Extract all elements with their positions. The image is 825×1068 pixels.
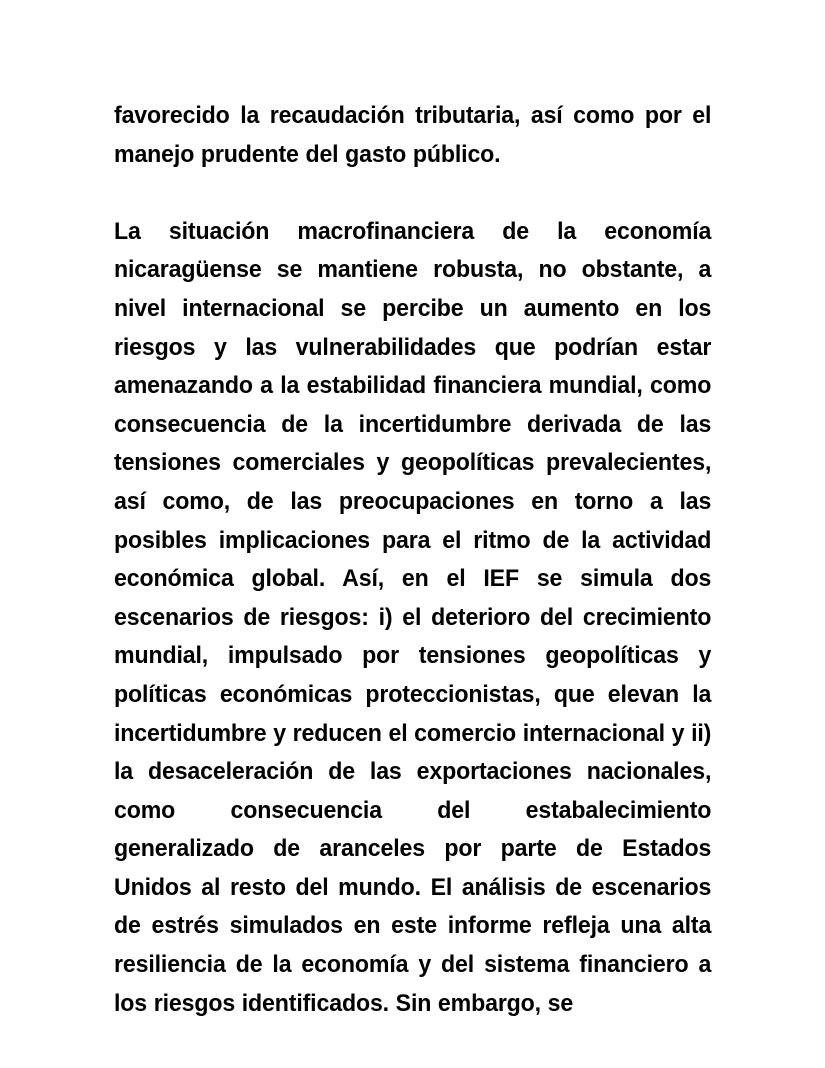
body-paragraph-macrofinanciera: La situación macrofinanciera de la economía nicaragüense se mantiene robusta, no obstante, a nivel internacional se percibe un aumento en los riesgos y las vulnerabilidades que podrían estar amenazando a la estabilidad financiera mundial, como consecuencia de la incertidumbre derivada de las tensiones comerciales y geopolíticas prevalecientes, así como, de las preocupaciones en torno a las posibles implicaciones para el ritmo de la actividad económica global. Así, en el IEF se simula dos escenarios de riesgos: i) el deterioro del crecimiento mundial, impulsado por tensiones geopolíticas y políticas económicas proteccionistas, que elevan la incertidumbre y reducen el comercio internacional y ii) la desaceleración de las exportaciones nacionales, como consecuencia del estabalecimiento generalizado de aranceles por parte de Estados Unidos al resto del mundo. El análisis de escenarios de estrés simulados en este informe refleja una alta resiliencia de la economía y del sistema financiero a los riesgos identificados. Sin embargo, se [114, 217, 712, 1017]
body-paragraph-fiscal: favorecido la recaudación tributaria, así como por el manejo prudente del gasto público. [114, 102, 712, 168]
body-text-column [114, 97, 712, 1023]
